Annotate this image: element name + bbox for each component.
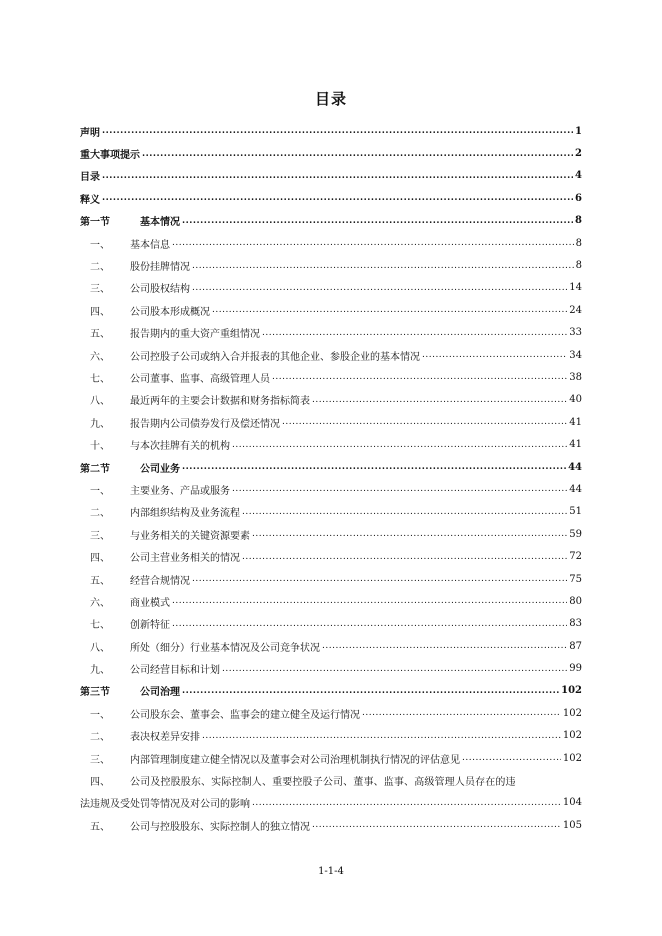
toc-dot-leader xyxy=(182,685,559,697)
toc-entry-number: 二、 xyxy=(90,732,110,744)
toc-dot-leader xyxy=(242,551,567,563)
toc-entry-title: 内部组织结构及业务流程 xyxy=(130,508,240,520)
toc-entry-number: 五、 xyxy=(90,329,110,341)
table-of-contents xyxy=(80,120,582,837)
toc-entry-number: 九、 xyxy=(90,665,110,677)
toc-page-number: 44 xyxy=(568,461,582,473)
toc-dot-leader xyxy=(312,394,567,406)
toc-entry-title: 基本信息 xyxy=(130,239,170,251)
toc-dot-leader xyxy=(172,618,567,630)
toc-page-number: 72 xyxy=(569,551,582,563)
toc-entry[interactable] xyxy=(80,545,582,567)
toc-entry-title: 商业模式 xyxy=(130,597,170,609)
toc-entry-number: 十、 xyxy=(90,441,110,453)
page-footer: 1-1-4 xyxy=(318,866,344,877)
toc-entry-number: 五、 xyxy=(90,575,110,587)
toc-section-heading[interactable] xyxy=(80,680,582,702)
toc-dot-leader xyxy=(202,730,561,742)
toc-section-heading[interactable] xyxy=(80,210,582,232)
toc-entry-number: 九、 xyxy=(90,418,110,430)
toc-entry[interactable] xyxy=(80,322,582,344)
toc-entry[interactable] xyxy=(80,232,582,254)
toc-dot-leader xyxy=(422,349,567,361)
toc-entry[interactable] xyxy=(80,635,582,657)
toc-page-number: 38 xyxy=(569,371,582,383)
toc-page-number: 8 xyxy=(575,260,582,272)
toc-entry[interactable] xyxy=(80,277,582,299)
toc-entry-title: 公司及控股股东、实际控制人、重要控股子公司、董事、监事、高级管理人员存在的违 xyxy=(130,777,516,789)
toc-page-number: 4 xyxy=(575,170,582,182)
toc-dot-leader xyxy=(172,237,574,249)
toc-page-number: 2 xyxy=(575,148,582,160)
toc-dot-leader xyxy=(252,797,561,809)
page-title: 目录 xyxy=(314,90,347,108)
toc-entry[interactable] xyxy=(80,590,582,612)
toc-entry-title: 公司与控股股东、实际控制人的独立情况 xyxy=(130,821,310,833)
toc-dot-leader xyxy=(182,461,566,473)
toc-entry-title: 释义 xyxy=(80,194,100,206)
toc-entry-number: 四、 xyxy=(90,777,110,789)
toc-entry-title: 经营合规情况 xyxy=(130,575,190,587)
toc-page-number: 102 xyxy=(562,730,582,742)
toc-entry-title: 报告期内的重大资产重组情况 xyxy=(130,329,260,341)
toc-entry-title: 公司主营业务相关的情况 xyxy=(130,553,240,565)
toc-dot-leader xyxy=(222,663,567,675)
toc-dot-leader xyxy=(262,327,567,339)
toc-page-number: 8 xyxy=(575,237,582,249)
toc-entry[interactable] xyxy=(80,747,582,769)
toc-entry-title: 与业务相关的关键资源要素 xyxy=(130,530,250,542)
toc-entry[interactable] xyxy=(80,501,582,523)
toc-entry-title: 公司董事、监事、高级管理人员 xyxy=(130,373,270,385)
toc-entry-number: 五、 xyxy=(90,821,110,833)
toc-entry[interactable] xyxy=(80,478,582,500)
toc-entry[interactable] xyxy=(80,411,582,433)
toc-entry-number: 第二节 xyxy=(80,463,110,475)
toc-page-number: 6 xyxy=(575,192,582,204)
toc-entry-title: 主要业务、产品或服务 xyxy=(130,485,230,497)
toc-dot-leader xyxy=(212,304,567,316)
toc-entry-number: 三、 xyxy=(90,284,110,296)
toc-entry-title: 目录 xyxy=(80,172,100,184)
toc-entry[interactable] xyxy=(80,299,582,321)
toc-page-number: 102 xyxy=(562,707,582,719)
toc-entry-number: 六、 xyxy=(90,597,110,609)
toc-page-number: 8 xyxy=(575,215,582,227)
toc-entry-number: 七、 xyxy=(90,373,110,385)
toc-entry[interactable] xyxy=(80,657,582,679)
toc-dot-leader xyxy=(182,215,573,227)
toc-entry-title: 声明 xyxy=(80,127,100,139)
toc-entry-title: 公司经营目标和计划 xyxy=(130,665,220,677)
toc-entry[interactable] xyxy=(80,702,582,724)
toc-entry-title: 公司治理 xyxy=(140,687,180,699)
toc-page-number: 75 xyxy=(569,573,582,585)
toc-page-number: 102 xyxy=(562,752,582,764)
toc-dot-leader xyxy=(102,125,573,137)
toc-entry-number: 四、 xyxy=(90,553,110,565)
toc-entry-top[interactable] xyxy=(80,187,582,209)
toc-page-number: 51 xyxy=(569,506,582,518)
toc-entry-title: 与本次挂牌有关的机构 xyxy=(130,441,230,453)
toc-section-heading[interactable] xyxy=(80,456,582,478)
toc-entry-number: 一、 xyxy=(90,485,110,497)
toc-page-number: 41 xyxy=(569,416,582,428)
toc-dot-leader xyxy=(462,752,561,764)
toc-entry[interactable] xyxy=(80,433,582,455)
toc-entry-title: 报告期内公司债券发行及偿还情况 xyxy=(130,418,280,430)
toc-page-number: 83 xyxy=(569,618,582,630)
toc-entry[interactable] xyxy=(80,344,582,366)
toc-entry-continuation[interactable] xyxy=(80,792,582,814)
toc-page-number: 102 xyxy=(561,685,582,697)
toc-dot-leader xyxy=(232,439,567,451)
toc-entry-title: 股份挂牌情况 xyxy=(130,262,190,274)
toc-page-number: 44 xyxy=(569,483,582,495)
toc-entry-number: 第一节 xyxy=(80,217,110,229)
toc-entry-top[interactable] xyxy=(80,165,582,187)
toc-dot-leader xyxy=(192,573,567,585)
toc-entry[interactable] xyxy=(80,613,582,635)
toc-page-number: 14 xyxy=(569,282,582,294)
toc-entry-title: 所处（细分）行业基本情况及公司竞争状况 xyxy=(130,642,320,654)
toc-page-number: 87 xyxy=(569,640,582,652)
toc-entry-title: 创新特征 xyxy=(130,620,170,632)
toc-entry-number: 三、 xyxy=(90,754,110,766)
toc-page-number: 105 xyxy=(562,819,582,831)
toc-entry[interactable] xyxy=(80,389,582,411)
toc-page-number: 33 xyxy=(569,327,582,339)
toc-entry-number: 八、 xyxy=(90,642,110,654)
toc-entry-title: 公司业务 xyxy=(140,463,180,475)
toc-dot-leader xyxy=(102,192,573,204)
toc-page-number: 34 xyxy=(569,349,582,361)
toc-dot-leader xyxy=(192,260,574,272)
toc-entry-number: 三、 xyxy=(90,530,110,542)
toc-entry-title: 公司股东会、董事会、监事会的建立健全及运行情况 xyxy=(130,709,360,721)
toc-entry-top[interactable] xyxy=(80,120,582,142)
toc-dot-leader xyxy=(322,640,567,652)
toc-entry-number: 二、 xyxy=(90,262,110,274)
toc-entry-number: 二、 xyxy=(90,508,110,520)
toc-entry-title: 公司股本形成概况 xyxy=(130,306,210,318)
toc-entry[interactable] xyxy=(80,725,582,747)
toc-entry-title: 内部管理制度建立健全情况以及董事会对公司治理机制执行情况的评估意见 xyxy=(130,754,460,766)
toc-entry-title: 基本情况 xyxy=(140,217,180,229)
toc-entry[interactable] xyxy=(80,523,582,545)
toc-entry[interactable] xyxy=(80,568,582,590)
toc-entry-number: 七、 xyxy=(90,620,110,632)
toc-page-number: 1 xyxy=(575,125,582,137)
toc-entry-number: 六、 xyxy=(90,351,110,363)
toc-dot-leader xyxy=(242,506,567,518)
toc-page-number: 41 xyxy=(569,439,582,451)
toc-entry-title: 表决权差异安排 xyxy=(130,732,200,744)
toc-entry-number: 一、 xyxy=(90,709,110,721)
toc-page-number: 99 xyxy=(569,663,582,675)
toc-dot-leader xyxy=(102,170,573,182)
toc-entry[interactable] xyxy=(80,254,582,276)
toc-entry-title: 法违规及受处罚等情况及对公司的影响 xyxy=(80,799,250,811)
toc-entry[interactable] xyxy=(80,814,582,836)
toc-page-number: 59 xyxy=(569,528,582,540)
toc-entry-title: 重大事项提示 xyxy=(80,150,140,162)
toc-entry-title: 公司控股子公司或纳入合并报表的其他企业、参股企业的基本情况 xyxy=(130,351,420,363)
toc-dot-leader xyxy=(172,595,567,607)
toc-dot-leader xyxy=(312,819,561,831)
toc-dot-leader xyxy=(142,148,573,160)
toc-entry-title: 最近两年的主要会计数据和财务指标简表 xyxy=(130,396,310,408)
toc-entry-number: 一、 xyxy=(90,239,110,251)
toc-page-number: 80 xyxy=(569,595,582,607)
toc-dot-leader xyxy=(232,483,567,495)
toc-entry-title: 公司股权结构 xyxy=(130,284,190,296)
toc-dot-leader xyxy=(362,707,561,719)
toc-entry-number: 四、 xyxy=(90,306,110,318)
toc-dot-leader xyxy=(272,371,567,383)
toc-entry-number: 八、 xyxy=(90,396,110,408)
toc-page-number: 104 xyxy=(562,797,582,809)
toc-entry[interactable] xyxy=(80,366,582,388)
toc-entry[interactable] xyxy=(80,769,582,791)
toc-page-number: 24 xyxy=(569,304,582,316)
toc-dot-leader xyxy=(282,416,567,428)
toc-entry-number: 第三节 xyxy=(80,687,110,699)
toc-entry-top[interactable] xyxy=(80,142,582,164)
toc-dot-leader xyxy=(192,282,567,294)
toc-dot-leader xyxy=(252,528,567,540)
toc-page-number: 40 xyxy=(569,394,582,406)
